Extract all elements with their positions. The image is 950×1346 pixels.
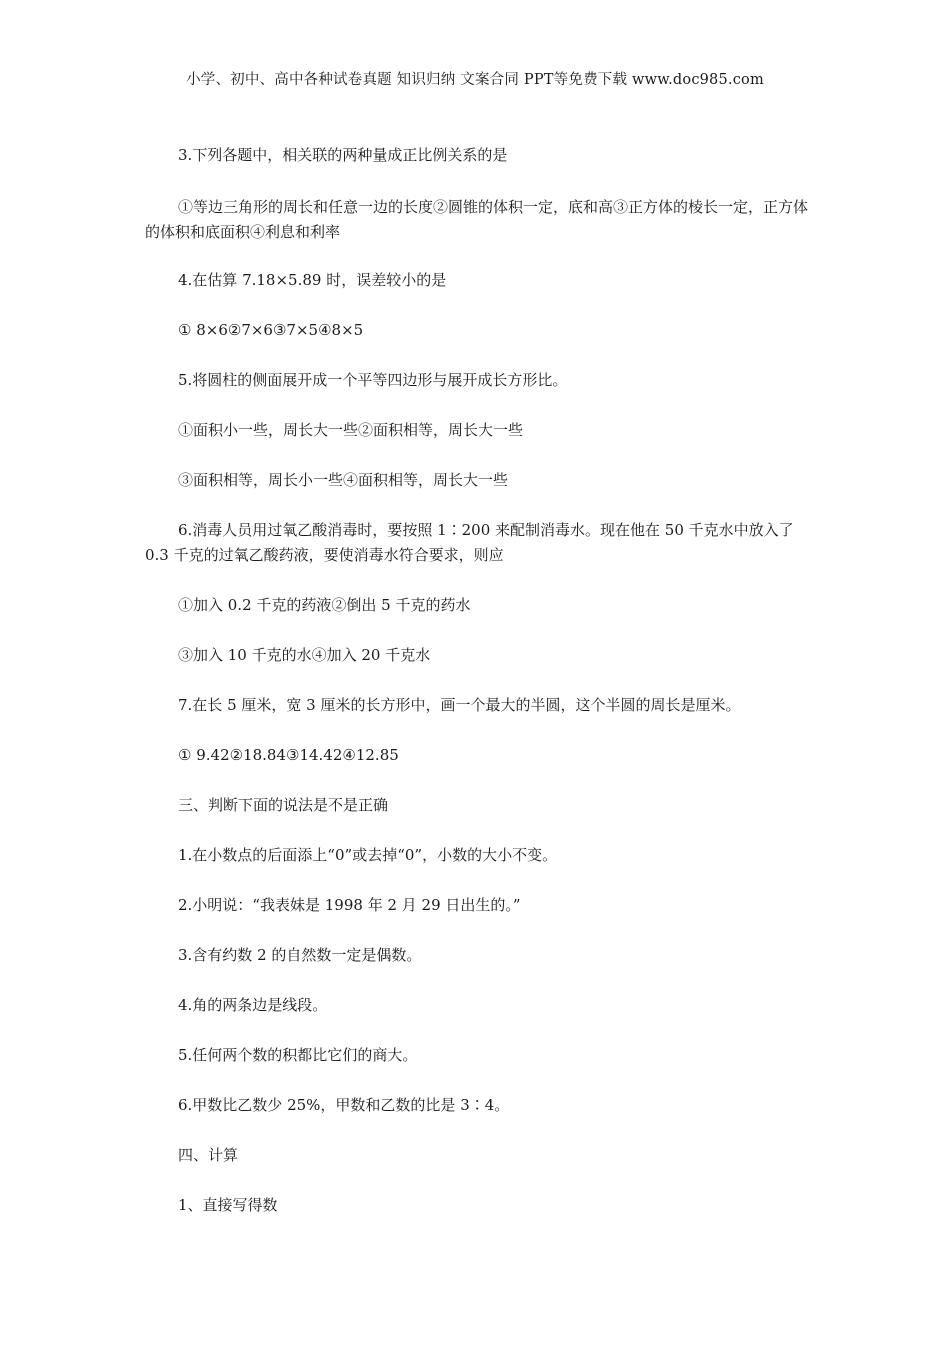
section-3-heading: 三、判断下面的说法是不是正确 [178,796,389,814]
judge-6: 6.甲数比乙数少 25%，甲数和乙数的比是 3∶4。 [178,1096,510,1114]
judge-5: 5.任何两个数的积都比它们的商大。 [178,1046,418,1064]
question-6-options-a: ①加入 0.2 千克的药液②倒出 5 千克的药水 [178,596,471,614]
question-4: 4.在估算 7.18×5.89 时，误差较小的是 [178,271,447,289]
question-6: 6.消毒人员用过氧乙酸消毒时，要按照 1∶200 来配制消毒水。现在他在 50 千克水中放入了 0.3 千克的过氧乙酸药液，要使消毒水符合要求，则应 [145,521,794,564]
question-4-options: ① 8×6②7×6③7×5④8×5 [178,321,364,339]
judge-3: 3.含有约数 2 的自然数一定是偶数。 [178,946,422,964]
question-7-options: ① 9.42②18.84③14.42④12.85 [178,746,399,764]
question-3-options: ①等边三角形的周长和任意一边的长度②圆锥的体积一定，底和高③正方体的棱长一定，正方体的体积和底面积④利息和利率 [145,198,809,241]
question-6-options-b: ③加入 10 千克的水④加入 20 千克水 [178,646,431,664]
judge-1: 1.在小数点的后面添上“0”或去掉“0”，小数的大小不变。 [178,846,558,864]
question-5-options-b: ③面积相等，周长小一些④面积相等，周长大一些 [178,471,509,489]
judge-4: 4.角的两条边是线段。 [178,996,328,1014]
question-3: 3.下列各题中，相关联的两种量成正比例关系的是 [178,146,508,164]
question-5: 5.将圆柱的侧面展开成一个平等四边形与展开成长方形比。 [178,371,568,389]
judge-2: 2.小明说：“我表妹是 1998 年 2 月 29 日出生的。” [178,896,521,914]
question-5-options-a: ①面积小一些，周长大一些②面积相等，周长大一些 [178,421,524,439]
section-4-heading: 四、计算 [178,1146,239,1164]
question-7: 7.在长 5 厘米，宽 3 厘米的长方形中，画一个最大的半圆，这个半圆的周长是厘米。 [178,696,741,714]
calc-1-heading: 1、直接写得数 [178,1196,278,1214]
page-header: 小学、初中、高中各种试卷真题 知识归纳 文案合同 PPT等免费下载 www.doc985.com [186,72,764,88]
